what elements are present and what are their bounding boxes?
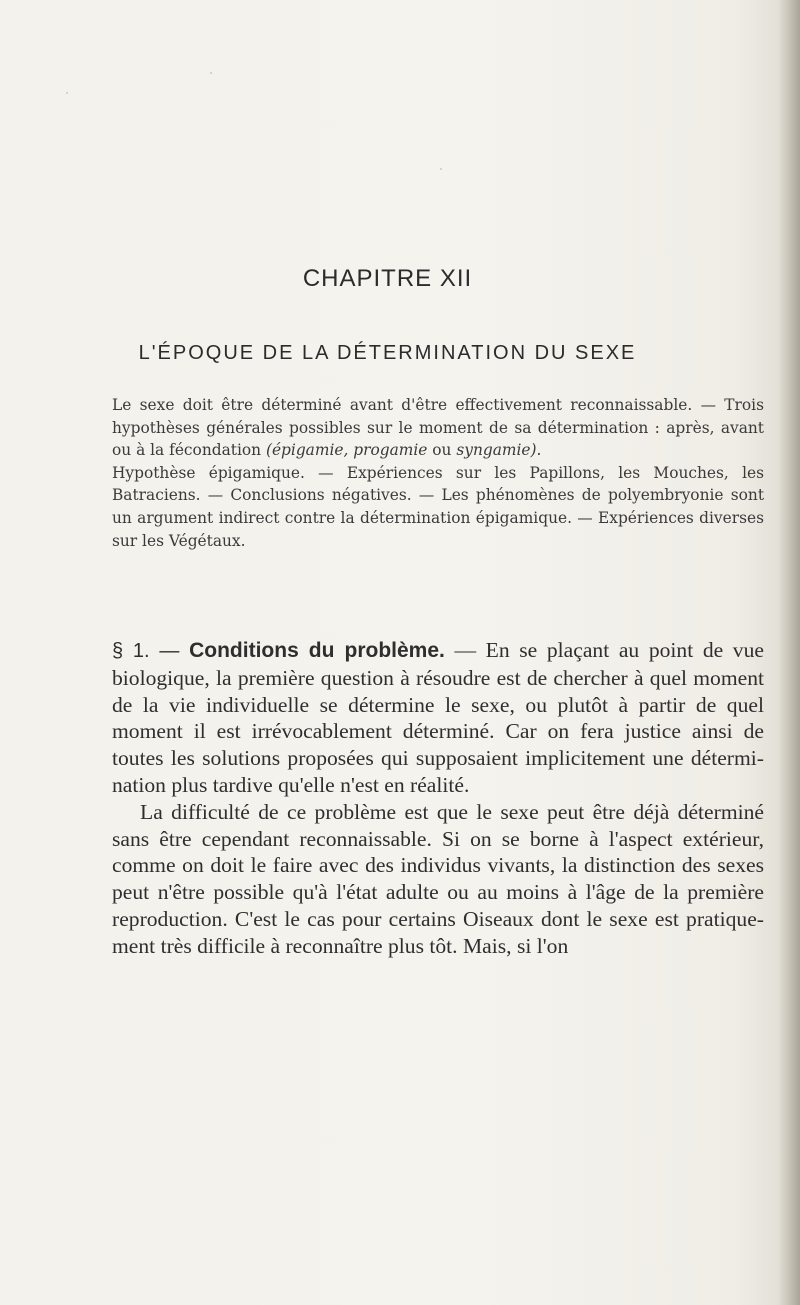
chapter-title: CHAPITRE XII [302, 265, 473, 292]
summary-paragraph: Hypothèse épigamique. — Expériences sur les Papillons, les Mouches, les Batraciens. — Conclusions négatives. — Les phénomènes de polyembryonie sont un argument indirect contre la détermination épigamique. — Expériences diverses sur les Végétaux. [112, 463, 764, 550]
body-paragraph: La difficulté de ce problème est que le sexe peut être déjà déterminé sans être cependant reconnaissable. Si on se borne à l'aspect extérieur, comme on doit le faire avec des individus vivants, la distinction des sexes peut n'être possible qu'à l'état adulte ou au moins à l'âge de la première reproduction. C'est le cas pour certains Oiseaux dont le sexe est pratiquement très difficile à reconnaître plus tôt. Mais, si l'on [112, 799, 764, 958]
summary-italic-terms: (épigamie, progamie [265, 441, 428, 460]
page-binding-edge [778, 0, 800, 1305]
paper-speck [66, 92, 68, 94]
section-title: Conditions du problème. [189, 639, 445, 662]
paper-speck [210, 72, 212, 74]
summary-italic-terms: syngamie). [456, 441, 542, 460]
summary-paragraph [112, 394, 764, 462]
section-number: § 1. — [112, 640, 190, 662]
body-paragraph [112, 637, 764, 799]
body-text: — En se plaçant au point de vue biologique, la première question à résoudre est de chercher à quel moment de la vie individuelle se détermine le sexe, ou plutôt à partir de quel moment il est irrévocablement déterminé. Car on fera justice ainsi de toutes les solutions proposées qui supposaient implicitement une détermination plus tardive qu'elle n'est en réalité. [112, 638, 764, 797]
paper-speck [440, 168, 442, 170]
chapter-summary [112, 394, 764, 552]
section-body [112, 637, 764, 960]
summary-text: Le sexe doit être déterminé avant d'être effectivement reconnaissable. — Trois hypothèses générales possibles sur le moment de sa détermination : après, avant ou à la fécondation [112, 396, 764, 460]
chapter-heading: L'ÉPOQUE DE LA DÉTERMINATION DU SEXE [138, 342, 637, 364]
summary-text: ou [427, 441, 457, 460]
